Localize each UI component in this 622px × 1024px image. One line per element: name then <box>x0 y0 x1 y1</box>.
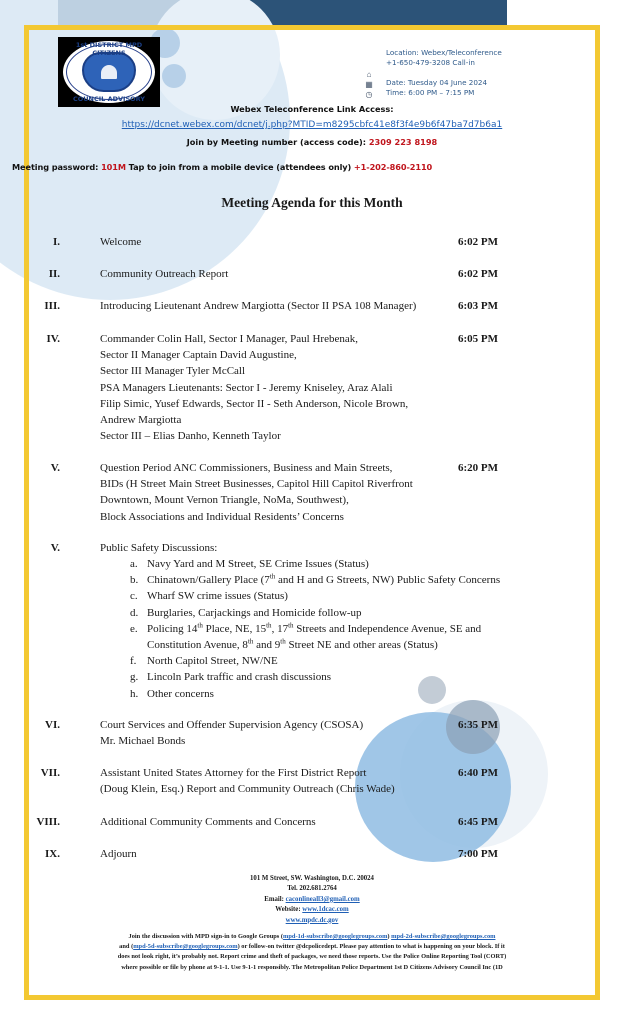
public-safety-letter: g. <box>130 671 139 684</box>
email-label: Email: <box>264 895 286 903</box>
agenda-item-time: 7:00 PM <box>458 848 499 860</box>
public-safety-item <box>100 669 580 685</box>
agenda-item-line: Adjourn <box>100 848 137 860</box>
agenda-item-text <box>100 331 480 444</box>
public-safety-letter: h. <box>130 687 139 700</box>
agenda-item-number: VIII. <box>36 816 60 828</box>
agenda-item-line: Sector III – Elias Danho, Kenneth Taylor <box>100 430 281 443</box>
logo-badge <box>63 41 155 103</box>
agenda-item-text <box>100 234 460 250</box>
meeting-date: Date: Tuesday 04 June 2024 <box>386 78 488 87</box>
website-line <box>29 905 595 915</box>
public-safety-text: and H and G Streets, NW) Public Safety Concerns <box>275 574 501 587</box>
ordinal-suffix: th <box>269 572 276 581</box>
agenda-item-line: PSA Managers Lieutenants: Sector I - Jeremy Kniseley, Araz Alali <box>100 381 393 394</box>
public-safety-letter: c. <box>130 590 138 603</box>
telephone: Tel. 202.681.2764 <box>287 885 337 893</box>
agenda-item-number: II. <box>48 268 60 280</box>
agenda-item-line: Community Outreach Report <box>100 268 229 280</box>
website-link[interactable]: www.1dcac.com <box>302 906 349 914</box>
meeting-info <box>386 48 502 98</box>
public-safety-text: Place, NE, 15 <box>202 622 267 635</box>
ordinal-suffix: th <box>288 621 294 630</box>
footer-notice <box>29 932 595 973</box>
ordinal-suffix: th <box>266 621 272 630</box>
public-safety-letter: b. <box>130 574 139 587</box>
public-safety-text: Navy Yard and M Street, SE Crime Issues (Status) <box>147 558 369 570</box>
calendar-icon: ▦ <box>365 80 373 89</box>
password-value: 101M <box>101 162 126 172</box>
public-safety-text: Streets and Independence Avenue, SE and <box>293 622 482 635</box>
group-link-2d[interactable]: mpd-2d-subscribe@googlegroups.com <box>391 933 496 940</box>
public-safety-item <box>100 572 580 588</box>
agenda-item-text <box>100 846 460 862</box>
public-safety-item <box>100 637 580 653</box>
clock-icon: ◷ <box>365 90 373 99</box>
public-safety-item <box>100 621 580 637</box>
agenda-title: Meeting Agenda for this Month <box>221 195 403 210</box>
public-safety-text: Chinatown/Gallery Place (7 <box>147 574 270 587</box>
public-safety-text: North Capitol Street, NW/NE <box>147 655 278 668</box>
public-safety-letter: f. <box>130 655 137 668</box>
agenda-item-number: IV. <box>46 333 60 345</box>
logo-text-top: 1st DISTRICT MPD CITIZENS <box>75 41 143 57</box>
footer-contact <box>29 874 595 926</box>
agenda-item-text <box>100 765 460 797</box>
address: 101 M Street, SW. Washington, D.C. 20024 <box>250 875 374 882</box>
public-safety-item <box>100 588 580 604</box>
meeting-time: Time: 6:00 PM – 7:15 PM <box>386 88 475 97</box>
webex-link[interactable]: https://dcnet.webex.com/dcnet/j.php?MTID=m8295cbfc41e8f3f4e9b6f47ba7d7b6a1 <box>121 120 503 130</box>
public-safety-text: Street NE and other areas (Status) <box>285 639 438 652</box>
notice-text: where possible or file by phone at 9-1-1. Use 9-1-1 responsibly. The Metropolitan Police Department 1st D Citizens Advisory Council Inc (1D <box>121 963 503 971</box>
ordinal-suffix: th <box>247 637 254 646</box>
ordinal-suffix: th <box>280 637 286 646</box>
agenda-item-number: IX. <box>45 848 60 860</box>
agenda-item-text <box>100 717 460 749</box>
join-label: Join by Meeting number (access code): <box>186 137 369 147</box>
access-code: 2309 223 8198 <box>368 137 438 147</box>
public-safety-text: Burglaries, Carjackings and Homicide follow-up <box>147 606 362 619</box>
agenda-item-text <box>100 460 480 525</box>
notice-text: ) <box>387 933 392 940</box>
agenda-item-text <box>100 298 460 314</box>
agenda-item-line: Mr. Michael Bonds <box>100 735 186 748</box>
public-safety-item <box>100 605 580 621</box>
agenda-item-time: 6:40 PM <box>458 767 499 779</box>
logo-text-bottom: COUNCIL ADVISORY <box>72 95 146 103</box>
home-icon: ⌂ <box>366 70 372 79</box>
public-safety-text: Other concerns <box>147 687 214 700</box>
password-label: Meeting password: <box>12 162 102 172</box>
mobile-number: +1-202-860-2110 <box>353 162 433 172</box>
notice-text: does not look right, it’s probably not. Report crime and theft of packages, we need those reports. Use the Police Online Reporting Tool (CORT) <box>117 953 507 961</box>
agenda-item-number: V. <box>50 462 60 474</box>
agenda-item-line: Public Safety Discussions: <box>100 542 218 554</box>
public-safety-letter: e. <box>130 622 138 635</box>
agenda-item-line: Andrew Margiotta <box>100 414 182 427</box>
notice-text: Join the discussion with MPD sign-in to Google Groups ( <box>128 933 284 940</box>
agenda-item-line: Welcome <box>100 236 142 248</box>
agenda-item-line: Introducing Lieutenant Andrew Margiotta (Sector II PSA 108 Manager) <box>100 300 417 312</box>
mpdc-link[interactable]: www.mpdc.dc.gov <box>285 916 339 924</box>
public-safety-item <box>100 653 580 669</box>
info-icons <box>363 70 375 100</box>
website-label: Website: <box>275 906 303 914</box>
agenda-item-line: Filip Simic, Yusef Edwards, Sector II - Seth Anderson, Nicole Brown, <box>100 397 409 410</box>
agenda-item-number: VII. <box>40 767 60 779</box>
agenda-item-time: 6:05 PM <box>458 333 499 345</box>
notice-text: ) or follow-on twitter @dcpolicedept. Please pay attention to what is happening on your block. If it <box>237 943 505 951</box>
agenda-item-time: 6:02 PM <box>458 268 499 280</box>
agenda-item-line: Commander Colin Hall, Sector I Manager, Paul Hrebenak, <box>100 333 358 345</box>
agenda-item-time: 6:35 PM <box>458 719 499 731</box>
agenda-item-line: Question Period ANC Commissioners, Business and Main Streets, <box>100 462 393 474</box>
agenda-item-text <box>100 266 460 282</box>
agenda-item-time: 6:20 PM <box>458 462 499 474</box>
public-safety-text: Lincoln Park traffic and crash discussions <box>147 671 332 684</box>
public-safety-item <box>100 556 580 572</box>
password-line <box>12 162 432 172</box>
join-line <box>29 137 595 147</box>
agenda-item-line: Sector III Manager Tyler McCall <box>100 365 246 378</box>
agenda-item-text <box>100 814 460 830</box>
agenda-item-line: BIDs (H Street Main Street Businesses, Capitol Hill Capitol Riverfront <box>100 478 413 491</box>
tap-label: Tap to join from a mobile device (attendees only) <box>125 162 354 172</box>
webex-title: Webex Teleconference Link Access: <box>230 104 394 114</box>
agenda-item-number: VI. <box>45 719 60 731</box>
public-safety-text: and 9 <box>253 639 281 652</box>
group-link-5d[interactable]: mpd-5d-subscribe@googlegroups.com <box>133 943 238 951</box>
agenda-item-line: Block Associations and Individual Residents’ Concerns <box>100 510 344 523</box>
public-safety-text: Wharf SW crime issues (Status) <box>147 590 288 603</box>
public-safety-item <box>100 686 580 702</box>
ordinal-suffix: th <box>197 621 203 630</box>
public-safety-list <box>100 556 580 702</box>
agenda-item-time: 6:02 PM <box>458 236 499 248</box>
email-link[interactable]: caconlineall3@gmail.com <box>285 895 360 903</box>
agenda-item-time: 6:03 PM <box>458 300 499 312</box>
agenda-item-line: Assistant United States Attorney for the First District Report <box>100 767 367 779</box>
callin-number: +1-650-479-3208 Call-in <box>386 58 475 67</box>
group-link-1d[interactable]: mpd-1d-subscribe@googlegroups.com <box>283 933 388 940</box>
agenda-item-number: III. <box>44 300 60 312</box>
agenda-item-line: Sector II Manager Captain David Augustine, <box>100 349 297 362</box>
public-safety-text: , 17 <box>271 622 289 635</box>
email-line <box>29 895 595 905</box>
public-safety-text: Constitution Avenue, 8 <box>147 639 248 652</box>
agenda-item-line: Court Services and Offender Supervision Agency (CSOSA) <box>100 719 364 731</box>
location: Location: Webex/Teleconference <box>386 48 502 57</box>
agenda-item-line: (Doug Klein, Esq.) Report and Community Outreach (Chris Wade) <box>100 783 395 796</box>
council-logo <box>58 37 160 107</box>
agenda-item-number: I. <box>52 236 60 248</box>
agenda-item-number: V. <box>50 542 60 554</box>
public-safety-text: Policing 14 <box>147 622 198 635</box>
public-safety-letter: d. <box>130 606 139 619</box>
notice-text: and ( <box>119 943 134 951</box>
public-safety-letter: a. <box>130 558 138 570</box>
agenda-item-line: Additional Community Comments and Concerns <box>100 816 316 828</box>
agenda-item-line: Downtown, Mount Vernon Triangle, NoMa, Southwest), <box>100 494 349 507</box>
agenda-item-time: 6:45 PM <box>458 816 499 828</box>
agenda-item-text <box>100 540 460 556</box>
